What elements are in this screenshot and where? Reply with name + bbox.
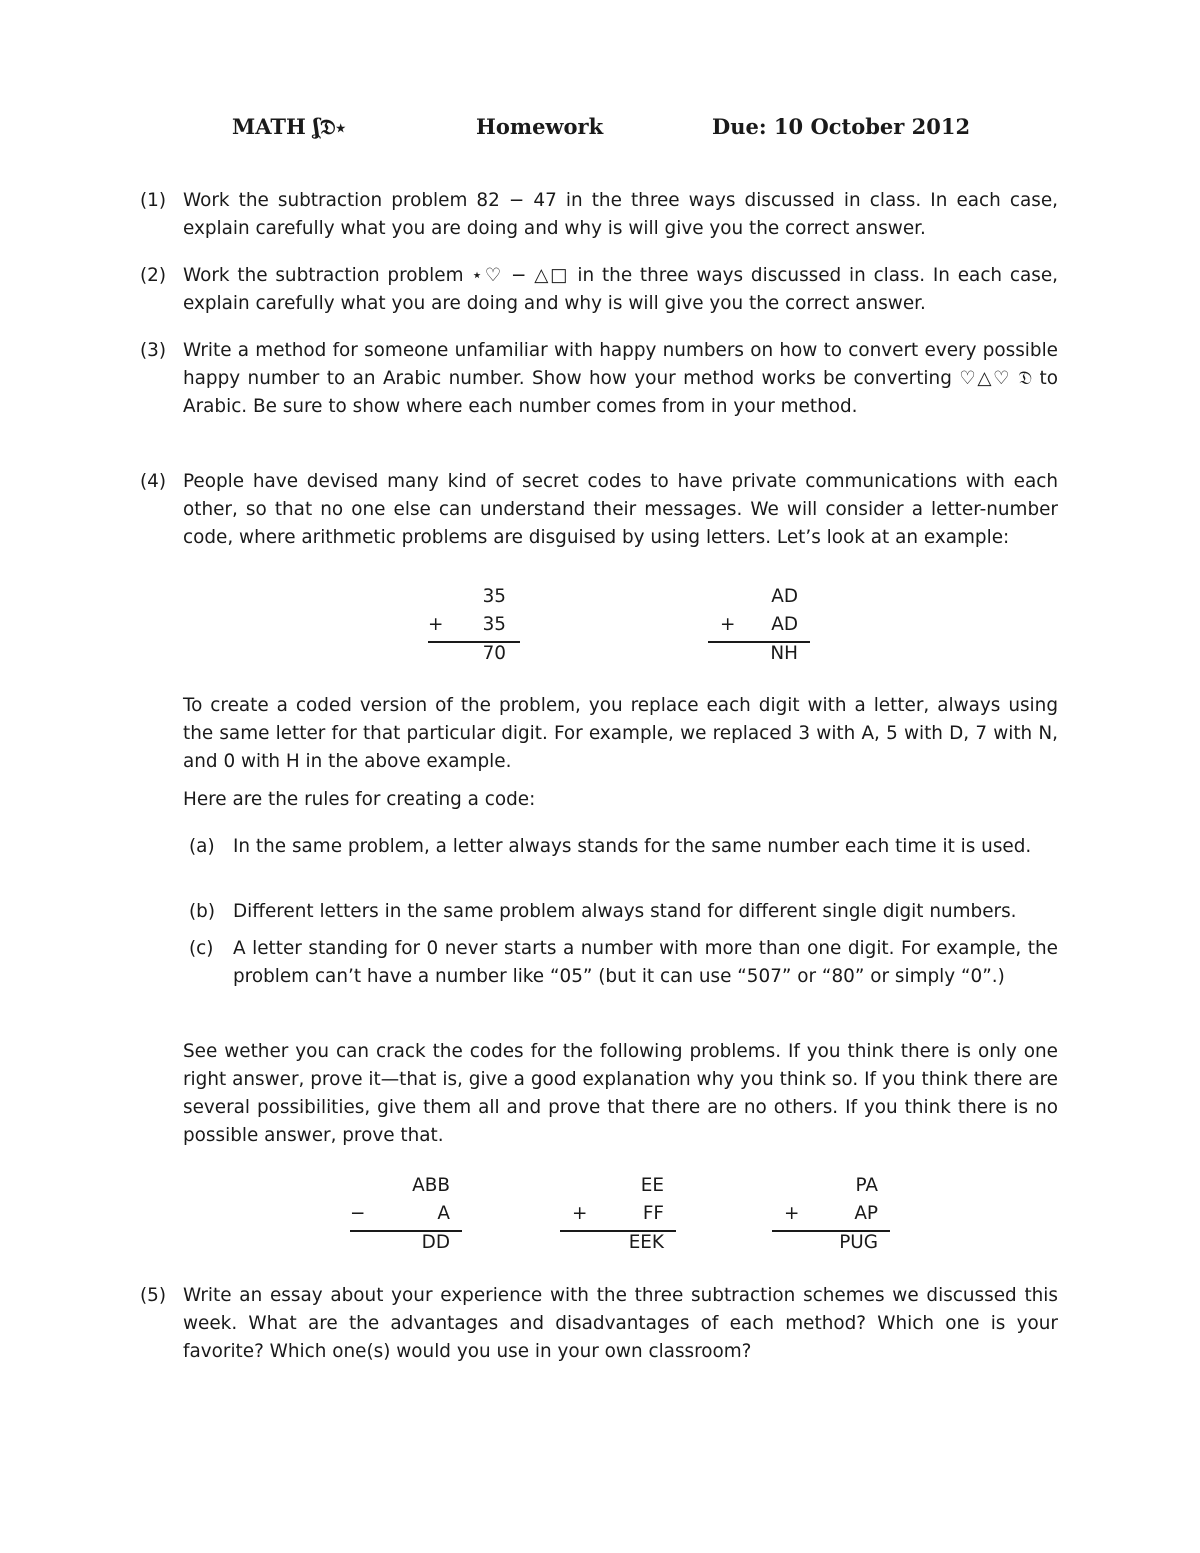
puzzle-3	[772, 1172, 890, 1260]
operator: −	[350, 1203, 366, 1224]
subtrahend: A	[437, 1203, 450, 1224]
difference: DD	[421, 1232, 450, 1253]
minuend: ABB	[412, 1175, 450, 1196]
addend-bottom: 35	[482, 614, 506, 635]
problem-number: (5)	[140, 1285, 167, 1306]
sum-result: EEK	[628, 1232, 664, 1253]
rule-text: Different letters in the same problem always stand for different single digit numbers.	[233, 901, 1017, 922]
operator: +	[784, 1203, 800, 1224]
operator: +	[572, 1203, 588, 1224]
addend-top: AD	[771, 586, 798, 607]
addend-bottom: FF	[642, 1203, 664, 1224]
puzzle-2	[560, 1172, 676, 1260]
problem-2	[140, 262, 1058, 318]
problem-text: Work the subtraction problem 82 − 47 in the three ways discussed in class. In each case, explain carefully what you are doing and why is will give you the correct answer.	[183, 190, 1058, 239]
problem-text: Write an essay about your experience with the three subtraction schemes we discussed this week. What are the advantages and disadvantages of each method? Which one is your favorite? Which one(s) would you use in your own classroom?	[183, 1285, 1058, 1362]
rules-intro: Here are the rules for creating a code:	[183, 789, 536, 810]
rule-c	[183, 935, 1058, 991]
addend-top: EE	[640, 1175, 664, 1196]
problem-1	[140, 187, 1058, 243]
rule-label: (a)	[189, 836, 215, 857]
due-date: Due: 10 October 2012	[712, 114, 971, 139]
problem-text: Work the subtraction problem ⋆♡ − △□ in the three ways discussed in class. In each case, explain carefully what you are doing and why is will give you the correct answer.	[183, 265, 1058, 314]
addend-top: PA	[855, 1175, 878, 1196]
rule-label: (c)	[189, 938, 214, 959]
addend-bottom: AD	[771, 614, 798, 635]
example-numeric	[428, 583, 520, 671]
page-title: Homework	[476, 114, 604, 139]
rule-text: In the same problem, a letter always stands for the same number each time it is used.	[233, 836, 1032, 857]
problem-number: (1)	[140, 190, 167, 211]
rule-a	[183, 833, 1058, 861]
operator: +	[428, 614, 444, 635]
puzzle-1	[350, 1172, 462, 1260]
page-header	[0, 114, 1200, 148]
problem-text: Write a method for someone unfamiliar with happy numbers on how to convert every possible happy number to an Arabic number. Show how your method works be converting ♡△♡ 𝔇 to Arabic. Be sure to show where each number comes from in your method.	[183, 340, 1058, 417]
sum-result: PUG	[839, 1232, 878, 1253]
operator: +	[720, 614, 736, 635]
addend-top: 35	[482, 586, 506, 607]
rule-text: A letter standing for 0 never starts a number with more than one digit. For example, the problem can’t have a number like “05” (but it can use “507” or “80” or simply “0”.)	[233, 938, 1058, 987]
rule-b	[183, 898, 1058, 926]
sum-result: NH	[770, 643, 798, 664]
rule-label: (b)	[189, 901, 216, 922]
addend-bottom: AP	[854, 1203, 878, 1224]
sum-result: 70	[482, 643, 506, 664]
crack-codes-paragraph: See wether you can crack the codes for the following problems. If you think there is only one right answer, prove it—that is, give a good explanation why you think so. If you think there are several possibilities, give them all and prove that there are no others. If you think there is no possible answer, prove that.	[183, 1041, 1058, 1146]
problem-number: (2)	[140, 265, 167, 286]
problem-number: (4)	[140, 471, 167, 492]
example-coded	[708, 583, 810, 671]
problem-3	[140, 337, 1058, 421]
coded-version-paragraph: To create a coded version of the problem, you replace each digit with a letter, always using the same letter for that particular digit. For example, we replaced 3 with A, 5 with D, 7 with N, and 0 with H in the above example.	[183, 695, 1058, 772]
course-name: MATH ʆ𝔇⋆	[232, 114, 346, 139]
problem-text: People have devised many kind of secret codes to have private communications with each other, so that no one else can understand their messages. We will consider a letter-number code, where arithmetic problems are disguised by using letters. Let’s look at an example:	[183, 471, 1058, 548]
problem-5	[140, 1282, 1058, 1366]
problem-4	[140, 468, 1058, 552]
problem-number: (3)	[140, 340, 167, 361]
